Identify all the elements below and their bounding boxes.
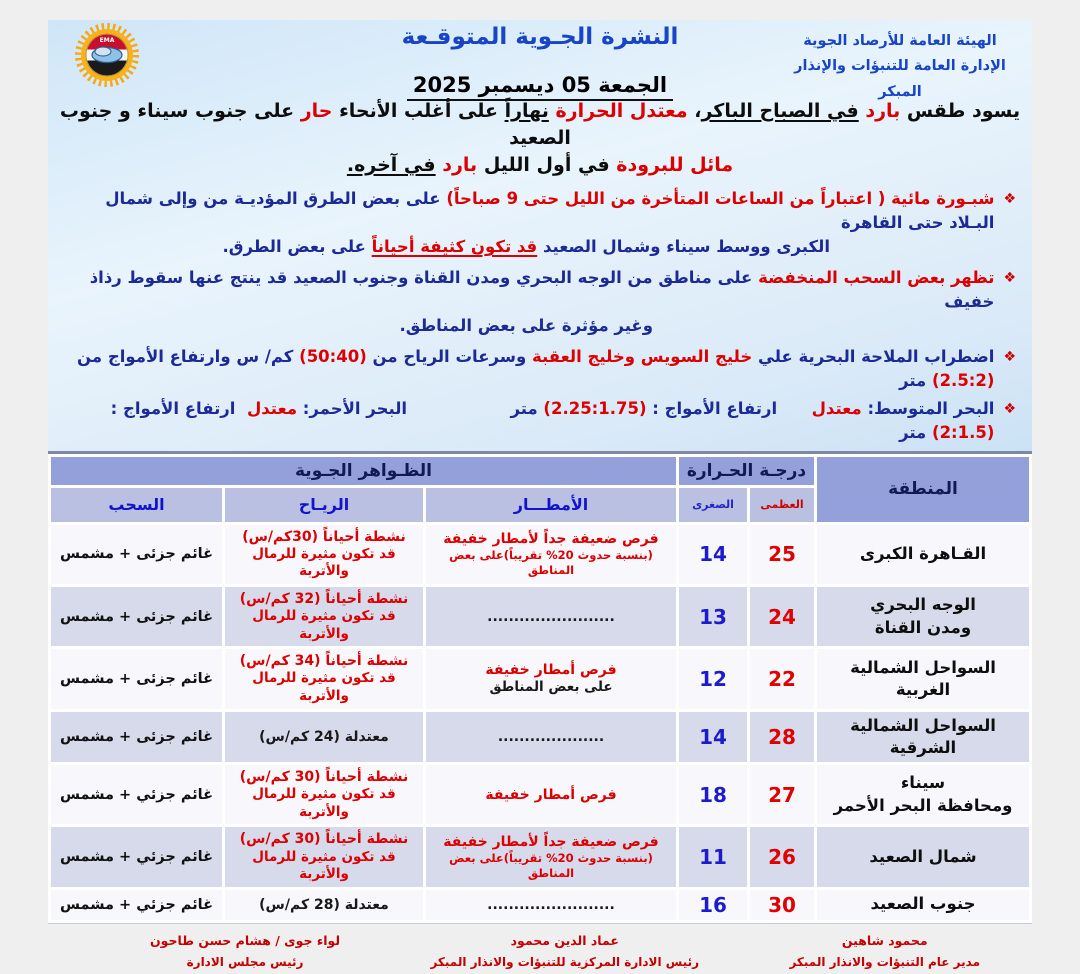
- bulletin-date: الجمعة 05 ديسمبر 2025: [407, 72, 673, 101]
- rain-main-text: ........................: [487, 608, 615, 625]
- wind-main-text: نشطة أحياناً (30 كم/س): [239, 831, 409, 848]
- min-temp-cell: 14: [679, 712, 747, 763]
- bullet-text-seas: البحر المتوسط: معتدل ارتفاع الأمواج : (2.25:1.75) متر البحر الأحمر: معتدل ارتفاع الأمواج : (2:1.5) متر: [104, 398, 995, 442]
- forecast-row: [51, 712, 1029, 763]
- rain-cell: [426, 587, 676, 646]
- org-name-line2: الإدارة العامة للتنبؤات والإنذار المبكر: [794, 58, 1006, 100]
- clouds-cell: غائم جزئي + مشمس: [51, 890, 222, 920]
- wind-cell: [225, 525, 423, 584]
- wind-main-text: معتدلة (28 كم/س): [259, 896, 389, 913]
- wind-main-text: معتدلة (24 كم/س): [259, 728, 389, 745]
- region-cell: الوجه البحري ومدن القناة: [817, 587, 1029, 646]
- wind-cell: [225, 890, 423, 920]
- rain-main-text: ....................: [497, 728, 605, 745]
- summary-paragraph: يسود طقس بارد في الصباح الباكر، معتدل الحرارة نهاراً على أغلب الأنحاء حار على جنوب سيناء و جنوب الصعيد مائل للبرودة في أول الليل بارد في آخره.: [53, 100, 1021, 176]
- wind-sub-text: قد تكون مثيرة للرمال والأتربة: [252, 848, 396, 883]
- bullet-text-marine: اضطراب الملاحة البحرية علي خليج السويس وخليج العقبة وسرعات الرياح من (50:40) كم/ س وارتفاع الأمواج من (2.5:2) متر: [71, 347, 995, 391]
- clouds-cell: غائم جزئى + مشمس: [51, 649, 222, 708]
- rain-sub-text: (بنسبة حدوث 20% تقريباً)على بعض المناطق: [449, 548, 653, 578]
- max-temp-cell: 25: [750, 525, 814, 584]
- col-header-clouds: السحب: [51, 488, 222, 522]
- min-temp-cell: 12: [679, 649, 747, 708]
- rain-cell: [426, 712, 676, 763]
- col-header-wind: الريـاح: [225, 488, 423, 522]
- wind-cell: [225, 587, 423, 646]
- bullet-item-seas: [58, 397, 1016, 445]
- clouds-cell: غائم جزئى + مشمس: [51, 587, 222, 646]
- col-header-rain: الأمطـــار: [426, 488, 676, 522]
- wind-sub-text: قد تكون مثيرة للرمال والأتربة: [252, 545, 396, 580]
- max-temp-cell: 24: [750, 587, 814, 646]
- signatory-central-admin-head: عماد الدين محمود رئيس الادارة المركزية للتنبؤات والانذار المبكر: [430, 932, 700, 970]
- page-title: النشرة الجـوية المتوقـعة: [401, 24, 679, 50]
- max-temp-cell: 27: [750, 765, 814, 824]
- region-cell: السواحل الشمالية الغربية: [817, 649, 1029, 708]
- signatory-forecast-director: محمود شاهين مدير عام التنبؤات والانذار المبكر: [789, 932, 980, 970]
- rain-cell: [426, 649, 676, 708]
- rain-sub-text: (بنسبة حدوث 20% تقريباً)على بعض المناطق: [449, 851, 653, 881]
- bullet-item-low-clouds: [58, 266, 1016, 338]
- rain-sub-text: على بعض المناطق: [489, 679, 613, 696]
- rain-main-text: ........................: [487, 896, 615, 913]
- region-cell: القـاهرة الكبرى: [817, 525, 1029, 584]
- col-header-phenomena: الظـواهر الجـوية: [51, 457, 676, 485]
- clouds-cell: غائم جزئى + مشمس: [51, 525, 222, 584]
- rain-cell: [426, 525, 676, 584]
- min-temp-cell: 18: [679, 765, 747, 824]
- forecast-row: [51, 765, 1029, 824]
- bullet-diamond-icon: ❖: [1003, 349, 1016, 366]
- wind-main-text: نشطة أحياناً (34 كم/س): [239, 653, 409, 670]
- wind-cell: [225, 712, 423, 763]
- bulletin-header: [48, 20, 1032, 100]
- rain-cell: [426, 765, 676, 824]
- weather-table: [48, 451, 1032, 924]
- max-temp-cell: 30: [750, 890, 814, 920]
- rain-main-text: فرص أمطار خفيفة: [485, 662, 617, 679]
- forecast-row: [51, 525, 1029, 584]
- bullet-diamond-icon: ❖: [1003, 270, 1016, 287]
- bullet-item-fog: [58, 187, 1016, 259]
- rain-cell: [426, 890, 676, 920]
- region-cell: شمال الصعيد: [817, 827, 1029, 886]
- bulletin-panel: [48, 20, 1032, 970]
- wind-cell: [225, 765, 423, 824]
- wind-main-text: نشطة أحياناً (32 كم/س): [239, 590, 409, 607]
- signature-footer: [48, 924, 1032, 974]
- wind-main-text: نشطة أحياناً (30كم/س): [242, 528, 406, 545]
- org-name-line1: الهيئة العامة للأرصاد الجوية: [803, 33, 997, 49]
- wind-cell: [225, 827, 423, 886]
- max-temp-cell: 22: [750, 649, 814, 708]
- col-header-region: المنطقة: [817, 457, 1029, 522]
- forecast-row: [51, 649, 1029, 708]
- max-temp-cell: 28: [750, 712, 814, 763]
- forecast-table-body: [51, 525, 1029, 920]
- rain-main-text: فرص ضعيفة جداً لأمطار خفيفة: [443, 833, 659, 850]
- wind-sub-text: قد تكون مثيرة للرمال والأتربة: [252, 670, 396, 704]
- col-header-temperature: درجـة الحـرارة: [679, 457, 814, 485]
- org-names: [776, 29, 1024, 105]
- forecast-row: [51, 587, 1029, 646]
- wind-main-text: نشطة أحياناً (30 كم/س): [239, 769, 409, 786]
- col-header-max-temp: العظمى: [750, 488, 814, 522]
- region-cell: جنوب الصعيد: [817, 890, 1029, 920]
- min-temp-cell: 16: [679, 890, 747, 920]
- bullet-diamond-icon: ❖: [1003, 190, 1016, 207]
- col-header-min-temp: الصغرى: [679, 488, 747, 522]
- max-temp-cell: 26: [750, 827, 814, 886]
- logo-text: EMA: [99, 37, 115, 44]
- bullet-text-low-clouds: تظهر بعض السحب المنخفضة على مناطق من الوجه البحري ومدن القناة وجنوب الصعيد قد ينتج عنها سقوط رذاذ خفيف وغير مؤثرة على بعض المناطق.: [83, 268, 995, 336]
- forecast-row: [51, 827, 1029, 886]
- forecast-row: [51, 890, 1029, 920]
- min-temp-cell: 11: [679, 827, 747, 886]
- wind-sub-text: قد تكون مثيرة للرمال والأتربة: [252, 608, 396, 642]
- region-cell: السواحل الشمالية الشرقية: [817, 712, 1029, 763]
- min-temp-cell: 14: [679, 525, 747, 584]
- clouds-cell: غائم جزئي + مشمس: [51, 765, 222, 824]
- bullet-item-marine: [58, 345, 1016, 393]
- min-temp-cell: 13: [679, 587, 747, 646]
- rain-main-text: فرص ضعيفة جداً لأمطار خفيفة: [443, 531, 659, 548]
- signatory-board-chairman: لواء جوى / هشام حسن طاحون رئيس مجلس الادارة: [150, 932, 341, 970]
- wind-cell: [225, 649, 423, 708]
- clouds-cell: غائم جزئي + مشمس: [51, 827, 222, 886]
- bullet-text-fog: شبـورة مائية ( اعتباراً من الساعات المتأخرة من الليل حتى 9 صباحاً) على بعض الطرق المؤديـة من وإلى شمال البـلاد حتى القاهرة الكبرى ووسط سيناء وشمال الصعيد قد تكون كثيفة أحياناً على بعض الطرق.: [99, 188, 995, 257]
- clouds-cell: غائم جزئى + مشمس: [51, 712, 222, 763]
- bullet-diamond-icon: ❖: [1003, 400, 1016, 417]
- wind-sub-text: قد تكون مثيرة للرمال والأتربة: [252, 786, 396, 820]
- rain-main-text: فرص أمطار خفيفة: [485, 786, 617, 803]
- region-cell: سيناء ومحافظة البحر الأحمر: [817, 765, 1029, 824]
- rain-cell: [426, 827, 676, 886]
- bullet-list: [48, 179, 1032, 445]
